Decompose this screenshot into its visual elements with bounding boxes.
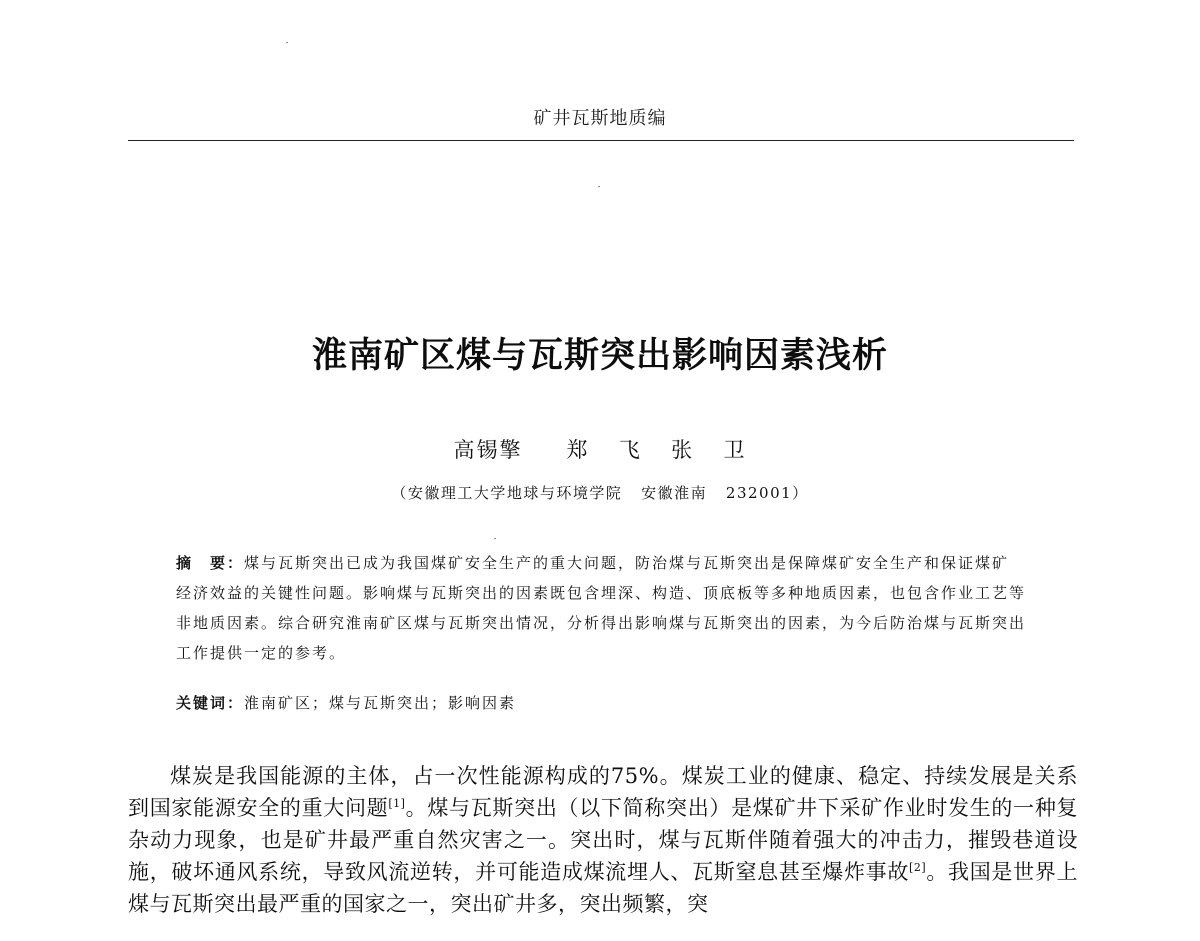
authors: 高锡擎 郑 飞 张 卫 [453, 438, 747, 462]
keywords-label: 关键词： [176, 694, 245, 712]
keywords [176, 688, 1026, 718]
citation-ref: [1] [388, 797, 406, 810]
affiliation: （安徽理工大学地球与环境学院 安徽淮南 232001） [391, 484, 809, 502]
paper-title: 淮南矿区煤与瓦斯突出影响因素浅析 [311, 336, 888, 376]
body-paragraph [128, 760, 1078, 920]
abstract [176, 548, 1026, 668]
citation-ref: [2] [909, 861, 927, 874]
header-rule [128, 140, 1074, 141]
body-segment: 煤炭是我国能源的主体，占一次性能源构成的75%。煤炭工业的健康、稳定、持续发展是关系到国家能源安全的重大问题 [128, 764, 1078, 820]
abstract-text: 煤与瓦斯突出已成为我国煤矿安全生产的重大问题，防治煤与瓦斯突出是保障煤矿安全生产和保证煤矿经济效益的关键性问题。影响煤与瓦斯突出的因素既包含埋深、构造、顶底板等多种地质因素，也包含作业工艺等非地质因素。综合研究淮南矿区煤与瓦斯突出情况，分析得出影响煤与瓦斯突出的因素，为今后防治煤与瓦斯突出工作提供一定的参考。 [176, 554, 1027, 662]
scan-speck [494, 538, 496, 539]
body-segment: 。我国是世界上煤与瓦斯突出最严重的国家之一，突出矿井多，突出频繁，突 [128, 860, 1079, 916]
scan-speck [598, 186, 600, 187]
keywords-text: 淮南矿区；煤与瓦斯突出；影响因素 [244, 694, 517, 712]
scan-speck [286, 42, 288, 43]
abstract-label: 摘 要： [176, 554, 245, 572]
running-head: 矿井瓦斯地质编 [533, 108, 667, 129]
body-segment: 。煤与瓦斯突出（以下简称突出）是煤矿井下采矿作业时发生的一种复杂动力现象，也是矿井最严重自然灾害之一。突出时，煤与瓦斯伴随着强大的冲击力，摧毁巷道设施，破坏通风系统，导致风流逆转，并可能造成煤流埋人、瓦斯窒息甚至爆炸事故 [128, 796, 1079, 884]
